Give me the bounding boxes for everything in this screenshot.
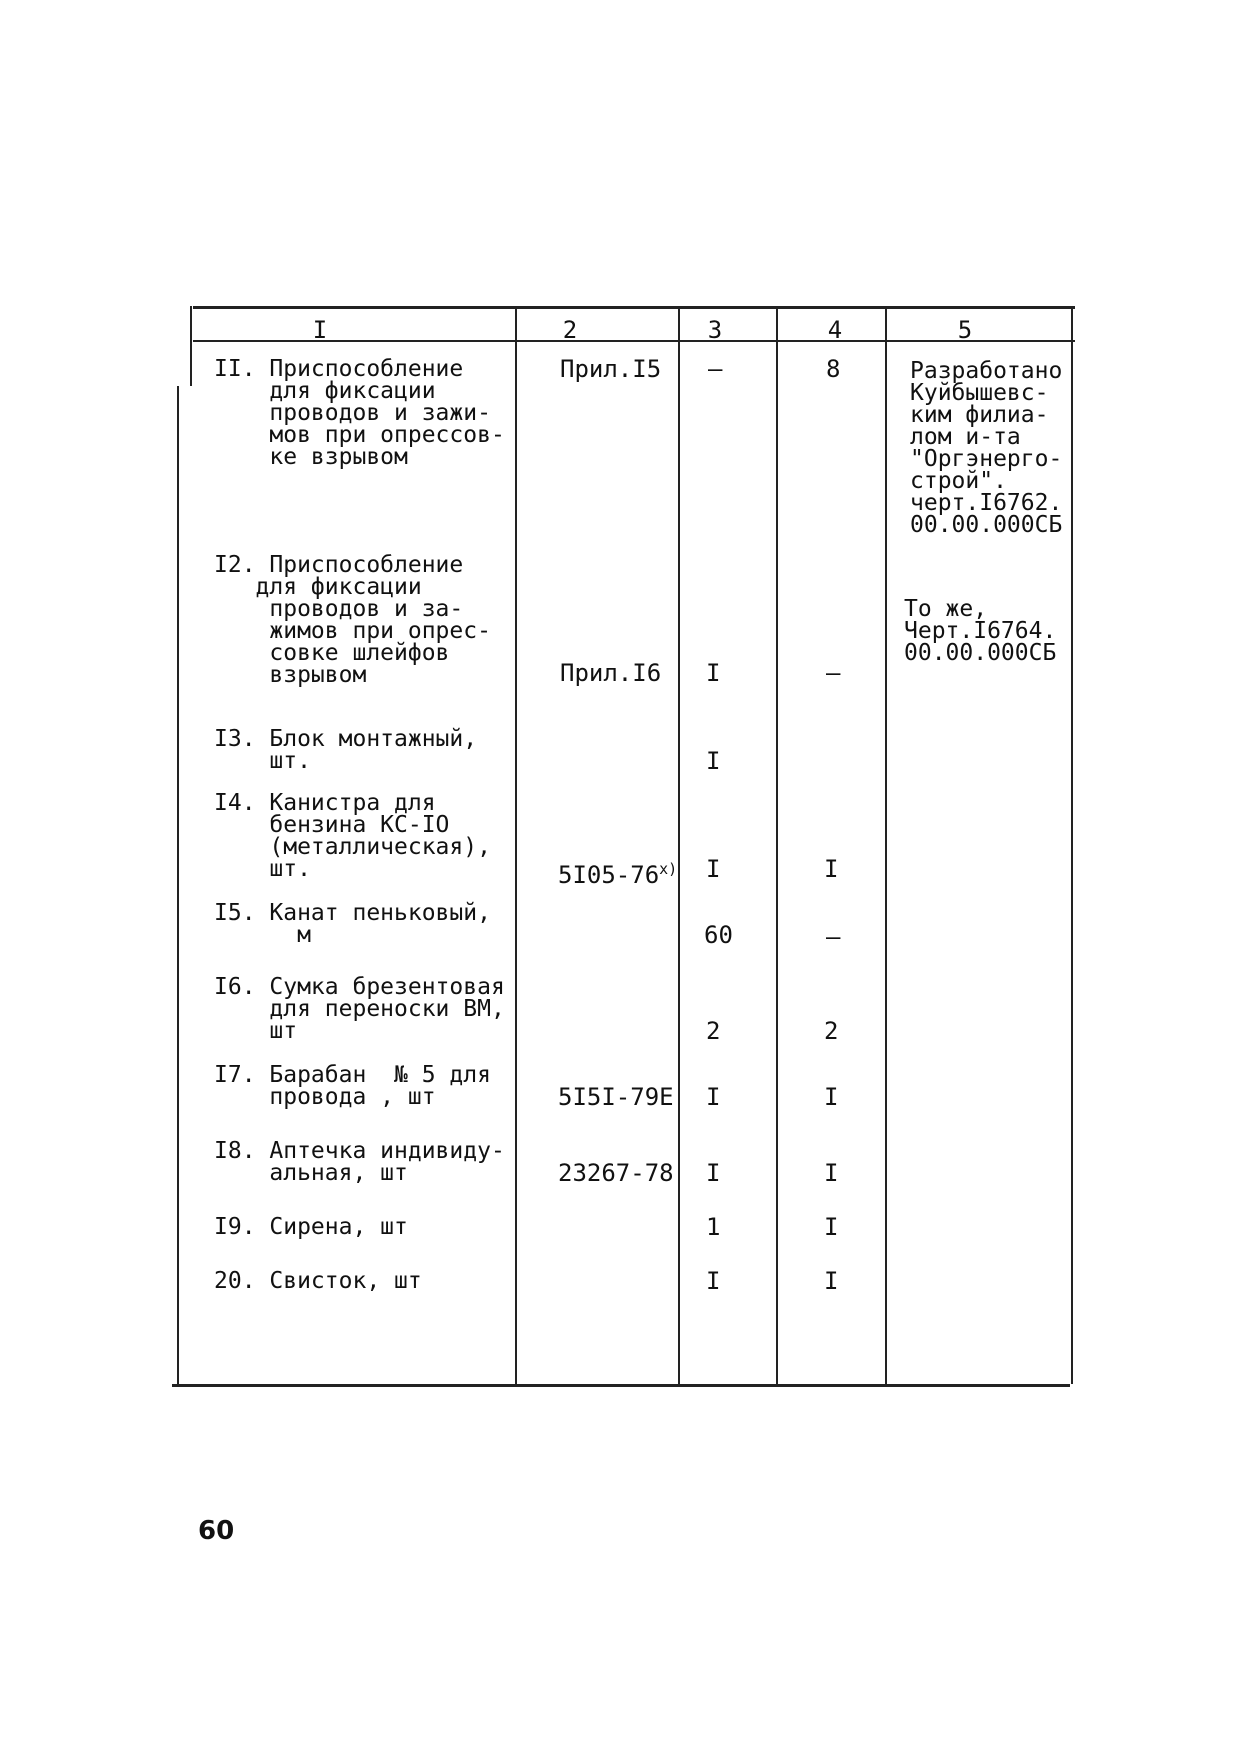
document-ref: 5I5I-79Е (558, 1083, 674, 1111)
table-right-border (1071, 306, 1073, 1384)
item-description: I2. Приспособление для фиксации проводов и за- жимов при опрес- совке шлейфов взрывом (214, 552, 491, 688)
quantity-col3: 2 (706, 1017, 721, 1045)
divider-col2-col3 (678, 306, 680, 1384)
document-ref: Прил.I6 (560, 659, 662, 687)
table-left-border (190, 306, 192, 386)
item-description: I5. Канат пеньковый, м (214, 900, 491, 948)
quantity-col3: I (706, 659, 721, 687)
page-number: 60 (198, 1516, 235, 1546)
table-left-border-lower (177, 386, 179, 1384)
quantity-col4: – (826, 659, 841, 687)
document-ref: 23267-78 (558, 1159, 674, 1187)
item-description: I7. Барабан № 5 для провода , шт (214, 1062, 491, 1110)
item-description: I4. Канистра для бензина КС-IО (металлическая), шт. (214, 790, 491, 882)
item-description: II. Приспособление для фиксации проводов и зажи- мов при опрессов- ке взрывом (214, 356, 505, 470)
quantity-col3: – (708, 355, 723, 383)
quantity-col4: 8 (826, 355, 841, 383)
quantity-col3: I (706, 855, 721, 883)
header-col2: 2 (562, 316, 578, 344)
divider-col1-col2 (515, 306, 517, 1384)
quantity-col3: I (706, 1267, 721, 1295)
quantity-col4: I (824, 855, 839, 883)
quantity-col4: I (824, 1213, 839, 1241)
quantity-col4: – (826, 923, 841, 951)
divider-col4-col5 (885, 306, 887, 1384)
quantity-col3: I (706, 1083, 721, 1111)
quantity-col4: 2 (824, 1017, 839, 1045)
note: То же, Черт.I6764. 00.00.000СБ (904, 596, 1057, 666)
item-description: I9. Сирена, шт (214, 1214, 408, 1240)
table-bottom-border (172, 1384, 1070, 1387)
header-col4: 4 (827, 316, 843, 344)
item-description: 20. Свисток, шт (214, 1268, 422, 1294)
item-description: I3. Блок монтажный, шт. (214, 726, 478, 774)
item-description: I6. Сумка брезентовая для переноски ВМ, шт (214, 974, 505, 1044)
item-description: I8. Аптечка индивиду- альная, шт (214, 1138, 505, 1186)
document-ref-text: 5I05-76 (558, 861, 660, 889)
document-ref (558, 858, 678, 889)
quantity-col3: I (706, 1159, 721, 1187)
quantity-col4: I (824, 1267, 839, 1295)
header-col3: 3 (707, 316, 723, 344)
quantity-col4: I (824, 1083, 839, 1111)
quantity-col3: 60 (704, 921, 733, 949)
header-col1: I (312, 316, 328, 344)
quantity-col4: I (824, 1159, 839, 1187)
divider-col3-col4 (776, 306, 778, 1384)
header-col5: 5 (957, 316, 973, 344)
footnote-mark: x) (659, 860, 678, 878)
document-ref: Прил.I5 (560, 355, 662, 383)
table-top-border (193, 306, 1075, 309)
note: Разработано Куйбышевс- ким филиа- лом и-та "Оргэнерго- строй". черт.I6762. 00.00.000СБ (910, 358, 1063, 538)
quantity-col3: 1 (706, 1213, 721, 1241)
quantity-col3: I (706, 747, 721, 775)
